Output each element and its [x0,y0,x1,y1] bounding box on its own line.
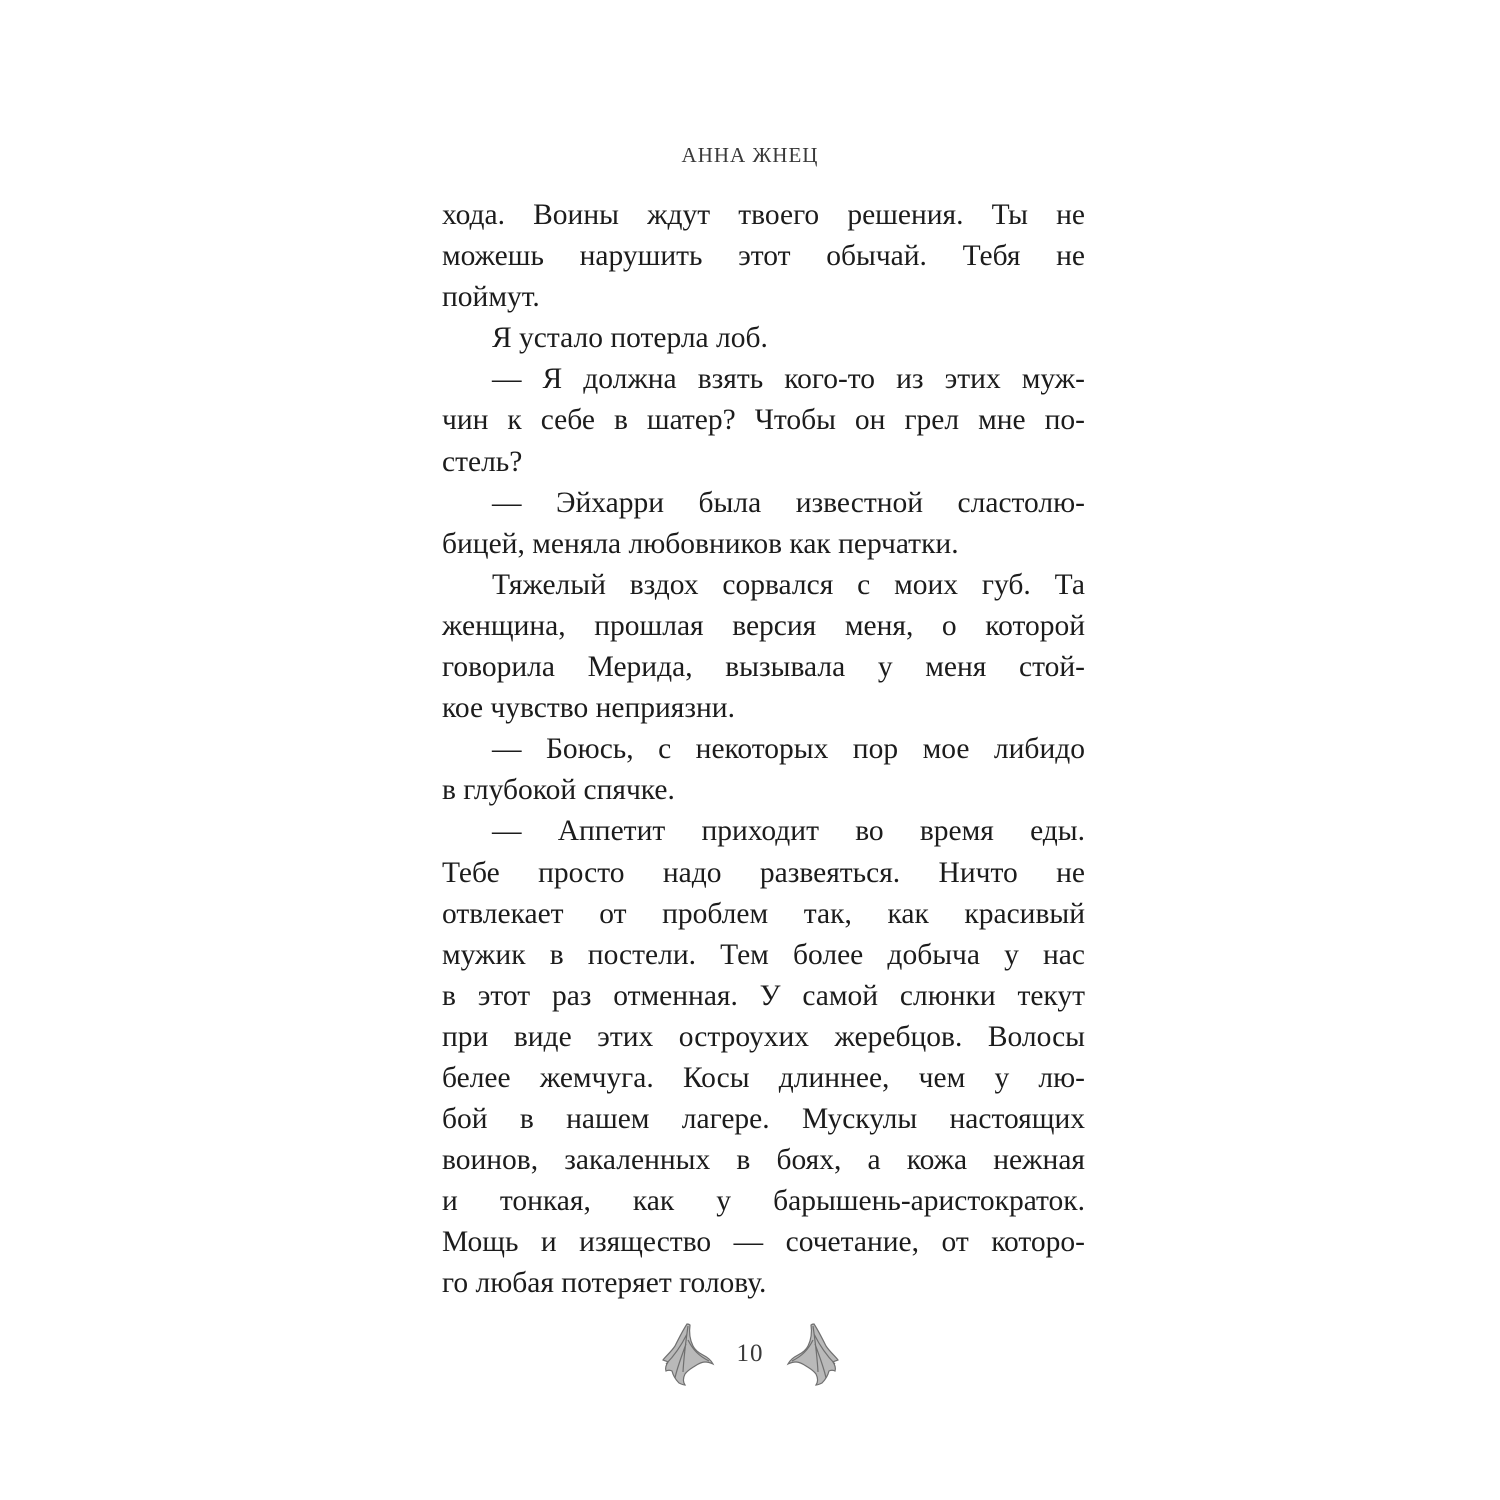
text-line: говорила Мерида, вызывала у меня стой- [442,651,1085,684]
bat-wing-left-icon [657,1320,715,1386]
text-line: и тонкая, как у барышень-аристократок. [442,1185,1085,1218]
text-line: Я устало потерла лоб. [492,322,768,355]
text-line: белее жемчуга. Косы длиннее, чем у лю- [442,1061,1085,1094]
text-line: — Аппетит приходит во время еды. [492,815,1085,848]
text-line: можешь нарушить этот обычай. Тебя не [442,240,1085,273]
text-line: Мощь и изящество — сочетание, от которо- [442,1226,1085,1259]
bat-wing-right-icon [786,1320,844,1386]
text-line: кое чувство неприязни. [442,692,735,725]
page-footer [0,1318,1500,1388]
page-number: 10 [736,1340,764,1367]
text-line: Тебе просто надо развеяться. Ничто не [442,856,1085,889]
text-line: — Боюсь, с некоторых пор мое либидо [492,733,1085,766]
text-line: — Я должна взять кого-то из этих муж- [492,363,1085,396]
text-line: го любая потеряет голову. [442,1267,767,1300]
text-line: бицей, меняла любовников как перчатки. [442,527,959,560]
text-line: Тяжелый вздох сорвался с моих губ. Та [492,568,1085,601]
text-line: чин к себе в шатер? Чтобы он грел мне по- [442,404,1085,437]
body-text [442,195,1085,1305]
text-line: воинов, закаленных в боях, а кожа нежная [442,1144,1085,1177]
text-line: в этот раз отменная. У самой слюнки текут [442,979,1085,1012]
text-line: бой в нашем лагере. Мускулы настоящих [442,1103,1085,1136]
text-line: при виде этих остроухих жеребцов. Волосы [442,1020,1085,1053]
text-line: отвлекает от проблем так, как красивый [442,897,1085,930]
running-head-author: АННА ЖНЕЦ [681,143,819,167]
text-line: поймут. [442,281,540,314]
text-line: женщина, прошлая версия меня, о которой [442,609,1085,642]
text-line: хода. Воины ждут твоего решения. Ты не [442,199,1085,231]
text-line: мужик в постели. Тем более добыча у нас [442,938,1085,971]
text-line: — Эйхарри была известной сластолю- [492,486,1085,519]
text-line: стель? [442,445,523,478]
text-line: в глубокой спячке. [442,774,675,807]
